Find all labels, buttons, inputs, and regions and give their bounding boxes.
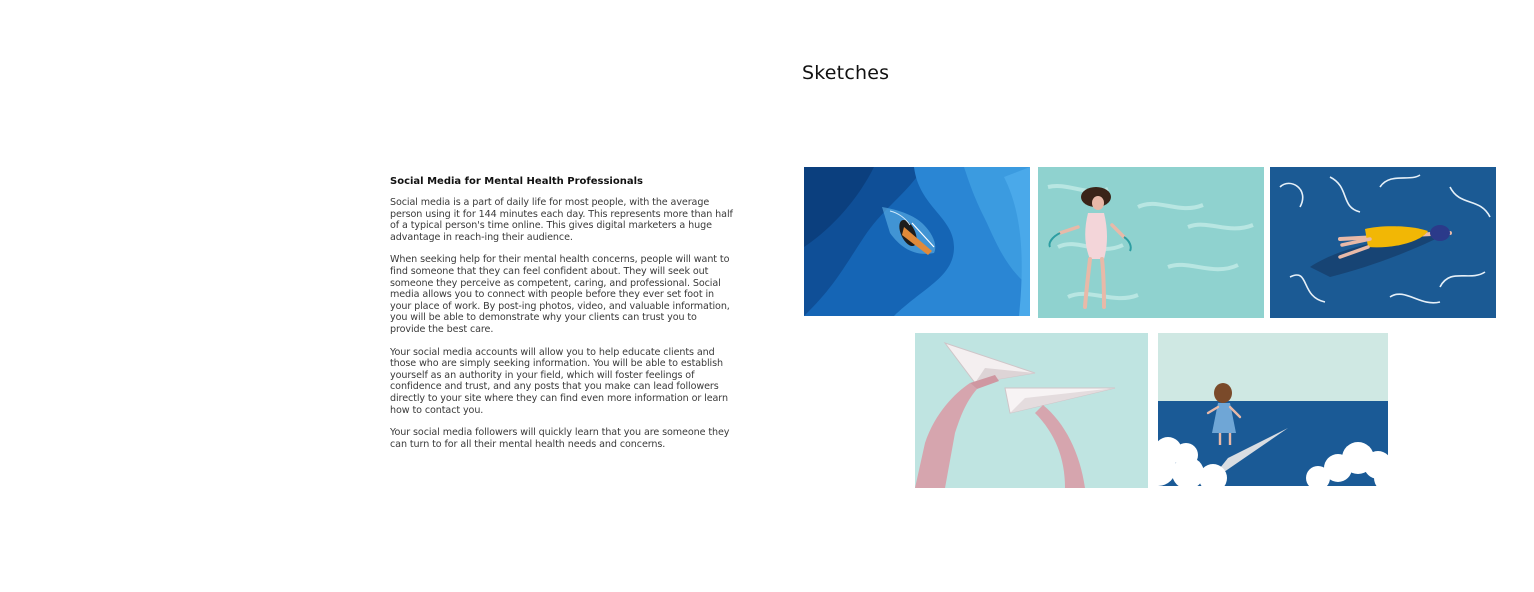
sketch-swimmer-deep-water [804, 167, 1030, 316]
sketch-girl-paper-plane [1158, 333, 1388, 486]
article-paragraph: When seeking help for their mental health concerns, people will want to find someone that they can feel confident about. They will seek out someone they perceive as competent, caring, and professional. Social media allows you to connect with people before they ever set foot in your place of work. By post-ing photos, video, and valuable information, you will be able to demonstrate why your clients can trust you to provide the best care. [390, 254, 730, 335]
article-paragraph: Your social media accounts will allow you to help educate clients and those who are simply seeking information. You will be able to establish yourself as an authority in your field, which will foster feelings of confidence and trust, and any posts that you make can lead followers directly to your site where they can find even more information or learn how to contact you. [390, 346, 728, 416]
article [390, 176, 734, 461]
article-paragraph: Your social media followers will quickly learn that you are someone they can turn to for all their mental health needs and concerns. [390, 427, 730, 450]
article-heading: Social Media for Mental Health Professionals [390, 176, 643, 187]
sketch-floating-pool [1038, 167, 1264, 318]
sketch-paper-planes-hands [915, 333, 1148, 488]
sketch-floating-ocean [1270, 167, 1496, 318]
article-paragraph: Social media is a part of daily life for most people, with the average person using it for 144 minutes each day. This represents more than half of a typical person's time online. This gives digital marketers a huge advantage in reach-ing their audience. [390, 197, 733, 243]
page-title: Sketches [802, 62, 890, 84]
